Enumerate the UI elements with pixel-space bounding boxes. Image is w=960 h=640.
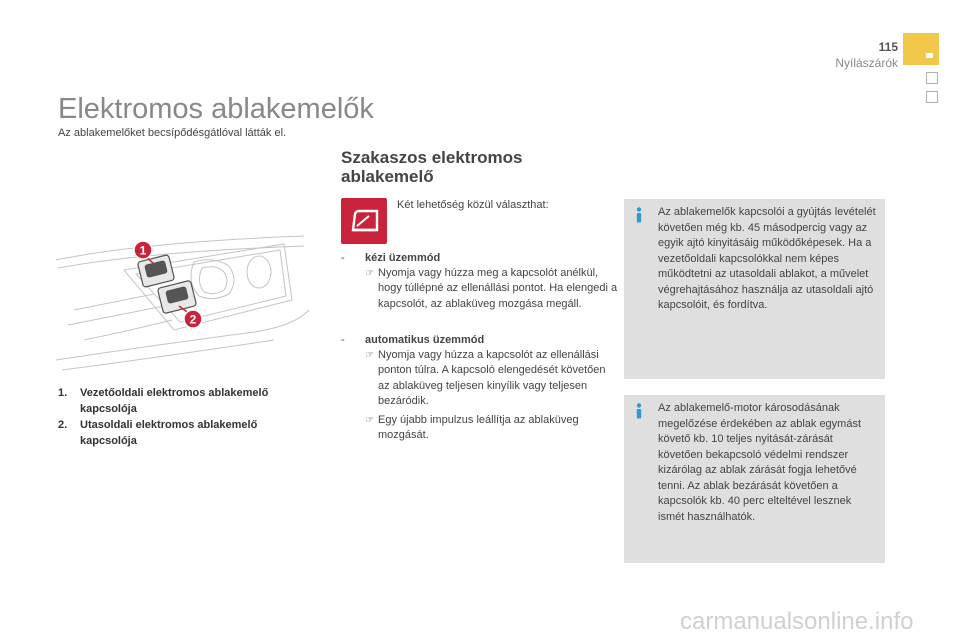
- caption-label: Utasoldali elektromos ablakemelő kapcsolója: [80, 419, 258, 447]
- window-lift-badge-icon: [341, 198, 387, 244]
- window-switch-illustration: [54, 210, 314, 380]
- bullet-text: Egy újabb impulzus leállítja az ablaküveg mozgását.: [378, 414, 579, 442]
- page-number: 115: [878, 40, 898, 54]
- info-box: [624, 395, 885, 563]
- section-tab: [926, 72, 938, 84]
- mode-item-manual: [341, 251, 618, 331]
- section-tab: [926, 91, 938, 103]
- marker-1-label: 1: [139, 243, 147, 258]
- mode-title: kézi üzemmód: [365, 252, 441, 264]
- bullet-item: [365, 266, 618, 331]
- bullet-text: Nyomja vagy húzza meg a kapcsolót anélkül, hogy túllépné az ellenállási pontot. Ha elengedi a kapcsolót, az ablaküveg mozgása megáll.: [378, 267, 618, 310]
- caption-label: Vezetőoldali elektromos ablakemelő kapcsolója: [80, 387, 269, 415]
- bullet-text: Nyomja vagy húzza a kapcsolót az ellenállási ponton túlra. A kapcsoló elengedését követően az ablaküveg teljesen kinyílik vagy teljesen bezáródik.: [378, 349, 606, 408]
- caption-item: [58, 386, 308, 417]
- info-box-text: Az ablakemelők kapcsolói a gyújtás levételét követően még kb. 45 másodpercig vagy az egyik ajtó kinyitásáig működőképesek. Ha a vezetőoldali kapcsolókkal nem képes működtetni az utasoldali ablakot, a művelet végrehajtásához használja az utasoldali ajtó kapcsolóit, és fordítva.: [658, 206, 876, 311]
- bullet-item: [365, 413, 615, 447]
- info-box: [624, 199, 885, 379]
- callout-marker-2: [179, 306, 202, 328]
- hand-pointer-icon: ☞: [365, 268, 374, 279]
- caption-number: 2.: [58, 419, 68, 431]
- section-intro: Két lehetőség közül választhat:: [397, 199, 549, 211]
- section-name: Nyílászárók: [835, 56, 898, 70]
- mode-title: automatikus üzemmód: [365, 334, 485, 346]
- caption-item: [58, 418, 308, 449]
- marker-2-label: 2: [189, 312, 197, 327]
- hand-pointer-icon: ☞: [365, 350, 374, 361]
- caption-number: 1.: [58, 387, 68, 399]
- section-title: Szakaszos elektromos ablakemelő: [341, 148, 523, 186]
- page-title: Elektromos ablakemelők: [58, 93, 374, 125]
- watermark: carmanualsonline.info: [680, 608, 914, 635]
- info-box-text: Az ablakemelő-motor károsodásának megelőzése érdekében az ablak egymást követő kb. 10 teljes nyitását-zárását követően bekapcsoló védelmi rendszer kizárólag az ablak zárását fogja lehetővé tenni. Az ablak bezárását követően a kapcsolók kb. 40 perc elteltével lesznek ismét használhatók.: [658, 402, 862, 523]
- page-subtitle: Az ablakemelőket becsípődésgátlóval látták el.: [58, 127, 287, 139]
- list-dash: -: [341, 334, 345, 346]
- section-tab-active: [903, 33, 939, 65]
- bullet-item: [365, 348, 615, 412]
- hand-pointer-icon: ☞: [365, 415, 374, 426]
- tab-marker: [926, 53, 933, 58]
- mode-item-automatic: [341, 333, 611, 448]
- info-icon: [632, 207, 646, 223]
- list-dash: -: [341, 252, 345, 264]
- info-icon: [632, 403, 646, 419]
